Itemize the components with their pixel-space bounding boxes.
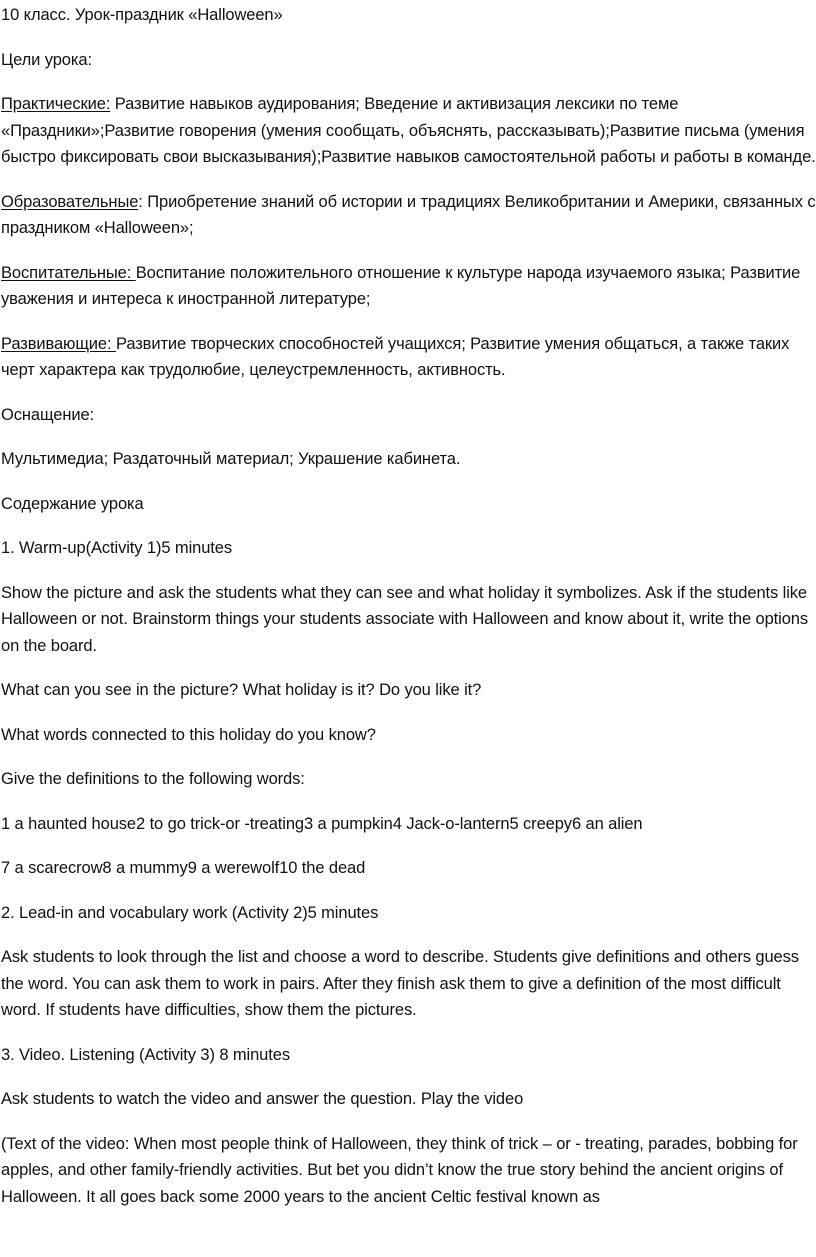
question-1: What can you see in the picture? What holiday is it? Do you like it? — [1, 681, 482, 699]
goals-heading: Цели урока: — [1, 50, 92, 69]
educational-goals-text: : Приобретение знаний об истории и традициях Великобритании и Америки, связанных с праздником «Halloween»; — [1, 192, 816, 237]
practical-goals-text: Развитие навыков аудирования; Введение и активизация лексики по теме «Праздники»;Развитие говорения (умения сообщать, объяснять, рассказывать);Развитие письма (умения быстро фиксировать свои высказывания);Развитие навыков самостоятельной работы и работы в команде. — [1, 95, 816, 166]
developing-goals-text: Развитие творческих способностей учащихся; Развитие умения общаться, а также таких черт характера как трудолюбие, целеустремленность, активность. — [1, 334, 790, 379]
upbringing-goals-text: Воспитание положительного отношение к культуре народа изучаемого языка; Развитие уважения и интереса к иностранной литературе; — [1, 263, 801, 308]
developing-goals-paragraph — [1, 331, 816, 384]
words-line-2: 7 a scarecrow8 a mummy9 a werewolf10 the dead — [1, 859, 366, 877]
educational-goals-paragraph — [1, 189, 816, 242]
activity3-title: 3. Video. Listening (Activity 3) 8 minutes — [1, 1045, 290, 1064]
upbringing-goals-paragraph — [1, 260, 816, 313]
equipment-text: Мультимедиа; Раздаточный материал; Украшение кабинета. — [1, 450, 461, 468]
practical-goals-paragraph — [1, 91, 816, 171]
lesson-title: 10 класс. Урок-праздник «Halloween» — [1, 6, 283, 24]
content-heading: Содержание урока — [1, 494, 144, 513]
educational-goals-label: Образовательные — [1, 192, 139, 211]
activity1-text: Show the picture and ask the students what they can see and what holiday it symbolizes. Ask if the students like Halloween or not. Brainstorm things your students associate with Halloween and know about it, write the options on the board. — [1, 583, 809, 655]
definitions-heading: Give the definitions to the following words: — [1, 770, 305, 788]
activity3-text: Ask students to watch the video and answer the question. Play the video — [1, 1090, 524, 1108]
practical-goals-label: Практические: — [1, 95, 111, 113]
question-2: What words connected to this holiday do you know? — [1, 725, 376, 744]
activity2-text: Ask students to look through the list and choose a word to describe. Students give definitions and others guess the word. You can ask them to work in pairs. After they finish ask them to give a definition of the most difficult word. If students have difficulties, show them the pictures. — [1, 948, 799, 1019]
activity2-title: 2. Lead-in and vocabulary work (Activity 2)5 minutes — [1, 903, 379, 922]
video-transcript: (Text of the video: When most people think of Halloween, they think of trick – or - treating, parades, bobbing for apples, and other family-friendly activities. But bet you didn’t know the true story behind the ancient origins of Halloween. It all goes back some 2000 years to the ancient Celtic festival known as — [1, 1134, 798, 1206]
equipment-heading: Оснащение: — [1, 405, 95, 424]
activity1-title: 1. Warm-up(Activity 1)5 minutes — [1, 539, 233, 557]
upbringing-goals-label: Воспитательные: — [1, 263, 136, 282]
developing-goals-label: Развивающие: — [1, 334, 116, 353]
words-line-1: 1 a haunted house2 to go trick-or -treating3 a pumpkin4 Jack-o-lantern5 creepy6 an alien — [1, 814, 643, 833]
